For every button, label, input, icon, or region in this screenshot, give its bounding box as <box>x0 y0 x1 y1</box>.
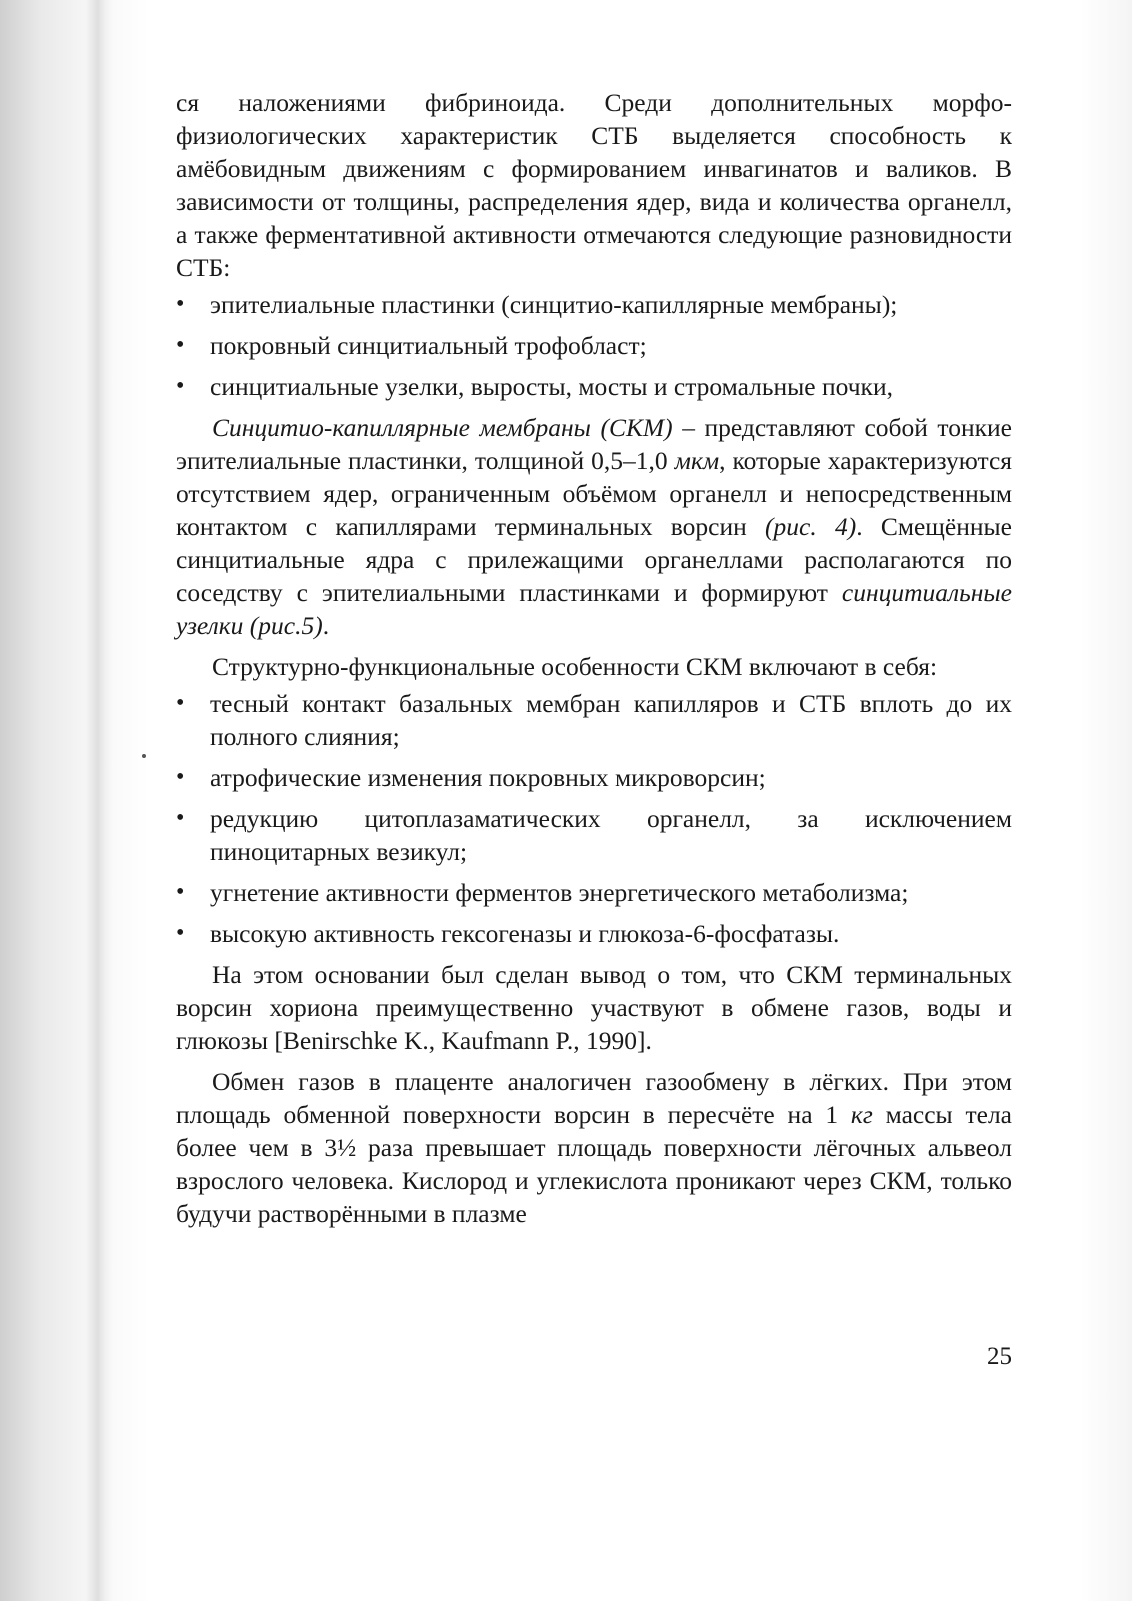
unit-mkm: мкм <box>674 446 720 475</box>
list-item: • угнетение активности ферментов энергетического метаболизма; <box>176 876 1012 909</box>
text-span: . Смещённые синцитиальные ядра с прилежащими органеллами располагаются по соседству с эпителиальными пластинками и формируют <box>176 512 1012 607</box>
list-item: • эпителиальные пластинки (синцитио-капиллярные мембраны); <box>176 288 1012 321</box>
bullet-list-skm-features <box>176 687 1012 950</box>
paragraph-2 <box>176 411 1012 642</box>
paragraph-1: ся наложениями фибриноида. Среди дополнительных морфо-физиологических характеристик СТБ выделяется способность к амёбовидным движениям с формированием инвагинатов и валиков. В зависимости от толщины, распределения ядер, вида и количества органелл, а также ферментативной активности отмечаются следующие разновидности СТБ: <box>176 88 1012 282</box>
list-item: • покровный синцитиальный трофобласт; <box>176 329 1012 362</box>
list-item: • высокую активность гексогеназы и глюкоза-6-фосфатазы. <box>176 917 1012 950</box>
bullet-list-stb-types <box>176 288 1012 403</box>
unit-kg: кг <box>850 1100 873 1129</box>
list-item: • тесный контакт базальных мембран капилляров и СТБ вплоть до их полного слияния; <box>176 687 1012 753</box>
paragraph-4: На этом основании был сделан вывод о том, что СКМ терминальных ворсин хориона преимущественно участвуют в обмене газов, воды и глюкозы [Benirschke K., Kaufmann P., 1990]. <box>176 960 1012 1055</box>
paragraph-5 <box>176 1065 1012 1230</box>
text-body <box>176 86 1012 1230</box>
scan-speck <box>142 754 146 758</box>
list-item: • редукцию цитоплазаматических органелл, за исключением пиноцитарных везикул; <box>176 802 1012 868</box>
term-syncytial-knots: синцитиальные узелки (рис.5) <box>176 578 1012 640</box>
list-item: • синцитиальные узелки, выросты, мосты и стромальные почки, <box>176 370 1012 403</box>
binding-shadow <box>85 0 113 1601</box>
text-span: . <box>322 611 330 640</box>
text-span: – представляют собой тонкие эпителиальные пластинки, толщиной 0,5–1,0 <box>176 413 1012 475</box>
text-span: массы тела более чем в 3½ раза превышает площадь поверхности лёгочных альвеол взрослого человека. Кислород и углекислота проникают через СКМ, только будучи растворёнными в плазме <box>176 1100 1012 1228</box>
figure-ref-4: (рис. 4) <box>765 512 857 541</box>
paragraph-3: Структурно-функциональные особенности СКМ включают в себя: <box>212 652 938 681</box>
term-skm: Синцитио-капиллярные мембраны (СКМ) <box>212 413 673 442</box>
list-item: • атрофические изменения покровных микроворсин; <box>176 761 1012 794</box>
page-number: 25 <box>987 1343 1012 1370</box>
text-span: Обмен газов в плаценте аналогичен газообмену в лёгких. При этом площадь обменной поверхности ворсин в пересчёте на 1 <box>176 1067 1012 1129</box>
text-span: , которые характеризуются отсутствием ядер, ограниченным объёмом органелл и непосредственным контактом с капиллярами терминальных ворсин <box>176 446 1012 541</box>
